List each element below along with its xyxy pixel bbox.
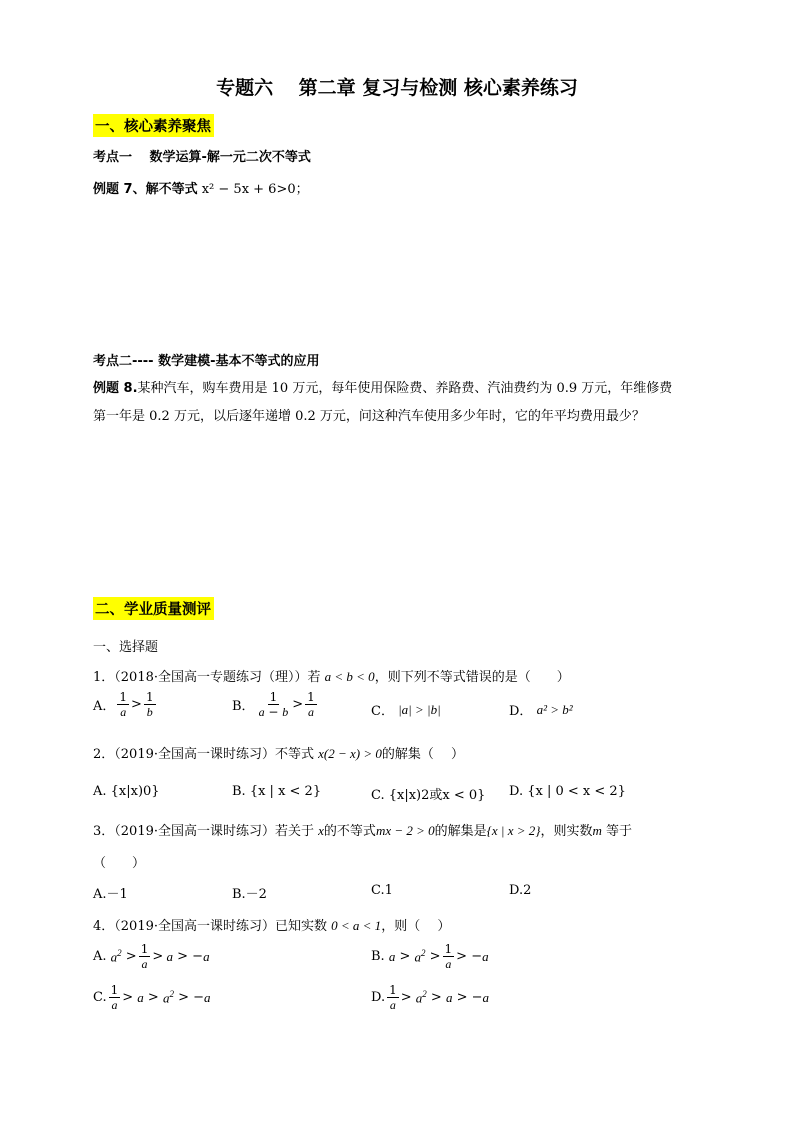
q1-stem: 1．（2018·全国高一专题练习（理））若 bbox=[93, 670, 321, 685]
q4-condition: 0 < a < 1 bbox=[331, 918, 382, 933]
q3-stem: 3．（2019·全国高一课时练习）若关于 bbox=[93, 824, 314, 839]
fraction: $\frac{1}{a}$ bbox=[389, 983, 397, 1012]
kaodian-2: 考点二---- 数学建模-基本不等式的应用 bbox=[93, 354, 320, 369]
q3-option-b[interactable]: B.－2 bbox=[232, 887, 267, 902]
question-1-stem bbox=[93, 666, 570, 685]
q3-set: {x | x > 2} bbox=[486, 823, 541, 838]
q4-option-a[interactable]: A. $a^2$ > $\frac{1}{a}$ > a > − a bbox=[93, 942, 210, 971]
fraction: $\frac{1}{a - b}$ bbox=[258, 690, 289, 719]
q1-option-a[interactable]: A． $\frac{1}{a}$ > $\frac{1}{b}$ bbox=[93, 690, 154, 719]
q1-option-d-label: D． bbox=[509, 704, 533, 719]
q4-option-a-label: A. bbox=[93, 949, 107, 964]
q1-option-c-label: C． bbox=[371, 704, 394, 719]
q1-option-d-expr: a² > b² bbox=[536, 701, 573, 717]
q3-end2: 等于 bbox=[601, 824, 632, 839]
question-4-stem bbox=[93, 915, 450, 934]
kaodian-1: 考点一 数学运算-解一元二次不等式 bbox=[93, 150, 311, 165]
q1-option-d[interactable] bbox=[509, 700, 573, 719]
question-2-stem bbox=[93, 743, 464, 762]
q4-option-d[interactable]: D. $\frac{1}{a}$ > $a^2$ > a > − a bbox=[371, 983, 489, 1012]
section-heading-core: 一、核心素养聚焦 bbox=[93, 114, 214, 137]
part-heading-choice: 一、选择题 bbox=[93, 640, 159, 655]
example-8-label: 例题 8. bbox=[93, 381, 138, 396]
q3-option-a[interactable]: A.－1 bbox=[93, 887, 128, 902]
q1-option-a-label: A． bbox=[93, 699, 116, 714]
q2-expr: x(2 − x) > 0 bbox=[318, 746, 382, 761]
example-7 bbox=[93, 178, 309, 197]
example-8-line-1 bbox=[93, 377, 672, 396]
q1-option-c[interactable] bbox=[371, 700, 441, 719]
q4-option-b-label: B. bbox=[371, 949, 385, 964]
q4-end: ，则（ ） bbox=[381, 919, 451, 934]
q4-option-c-label: C. bbox=[93, 990, 107, 1005]
q1-condition: a < b < 0 bbox=[324, 669, 375, 684]
q3-answer-paren: （ ） bbox=[93, 856, 146, 871]
q3-option-d[interactable]: D.2 bbox=[509, 883, 532, 898]
q1-option-c-expr: |a| > |b| bbox=[398, 701, 441, 717]
q3-mid2: 的解集是 bbox=[434, 824, 487, 839]
q3-mid: 的不等式 bbox=[323, 824, 376, 839]
example-7-label: 例题 7、解不等式 bbox=[93, 182, 198, 197]
q1-stem-end: ，则下列不等式错误的是（ ） bbox=[374, 670, 570, 685]
q1-option-b[interactable]: B． $\frac{1}{a - b}$ > $\frac{1}{a}$ bbox=[232, 690, 315, 719]
example-8-line-2: 第一年是 0.2 万元，以后逐年递增 0.2 万元，问这种汽车使用多少年时，它的年平均费用最少？ bbox=[93, 409, 645, 424]
q3-expr: mx − 2 > 0 bbox=[375, 823, 435, 838]
q2-option-b[interactable]: B. {x | x < 2} bbox=[232, 784, 322, 799]
q1-option-b-label: B． bbox=[232, 699, 255, 714]
q2-option-c[interactable]: C. {x|x)2或x < 0} bbox=[371, 788, 486, 803]
fraction: $\frac{1}{a}$ bbox=[444, 942, 453, 971]
q3-option-c[interactable]: C.1 bbox=[371, 883, 393, 898]
example-8-text-1: 某种汽车，购车费用是 10 万元，每年使用保险费、养路费、汽油费约为 0.9 万元，年维修费 bbox=[137, 381, 673, 396]
q2-option-d[interactable]: D. {x | 0 < x < 2} bbox=[509, 784, 626, 799]
question-3-stem bbox=[93, 820, 632, 839]
q3-m: m bbox=[592, 823, 602, 838]
page-title: 专题六 第二章 复习与检测 核心素养练习 bbox=[216, 77, 578, 99]
q3-end: ，则实数 bbox=[540, 824, 593, 839]
example-7-expr: x² − 5x + 6>0； bbox=[201, 182, 309, 197]
q4-stem: 4．（2019·全国高一课时练习）已知实数 bbox=[93, 919, 327, 934]
q4-option-c[interactable]: C. $\frac{1}{a}$ > a > $a^2$ > − a bbox=[93, 983, 211, 1012]
q4-option-b[interactable]: B. a > $a^2$ > $\frac{1}{a}$ > − a bbox=[371, 942, 489, 971]
q2-stem-end: 的解集（ ） bbox=[381, 747, 465, 762]
q4-option-d-label: D. bbox=[371, 990, 386, 1005]
q3-x: x bbox=[318, 823, 324, 838]
q2-stem: 2．（2019·全国高一课时练习）不等式 bbox=[93, 747, 314, 762]
fraction: $\frac{1}{a}$ bbox=[110, 983, 119, 1012]
fraction: $\frac{1}{a}$ bbox=[119, 690, 128, 719]
fraction: $\frac{1}{a}$ bbox=[140, 942, 149, 971]
q2-option-a[interactable]: A. {x|x)0} bbox=[93, 784, 160, 799]
fraction: $\frac{1}{b}$ bbox=[145, 690, 154, 719]
fraction: $\frac{1}{a}$ bbox=[307, 690, 315, 719]
section-heading-quality: 二、学业质量测评 bbox=[93, 597, 214, 620]
